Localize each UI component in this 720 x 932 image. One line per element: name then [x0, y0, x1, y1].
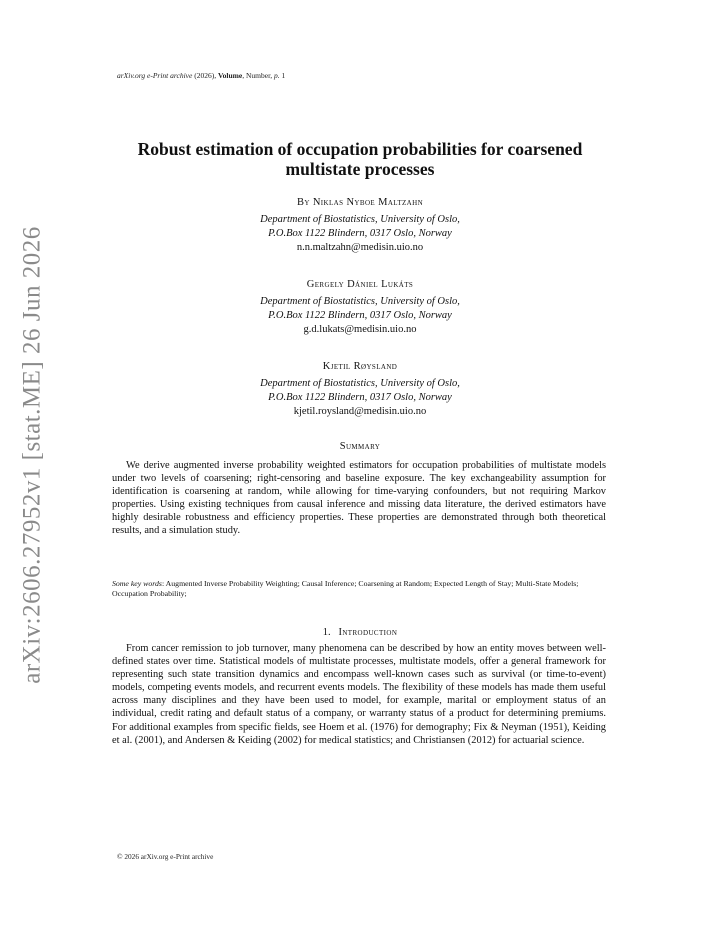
author-email: kjetil.roysland@medisin.uio.no	[293, 406, 427, 417]
author-address: P.O.Box 1122 Blindern, 0317 Oslo, Norway	[268, 228, 452, 239]
author-email: n.n.maltzahn@medisin.uio.no	[296, 242, 424, 253]
author-block-3	[160, 360, 560, 419]
paper-title: Robust estimation of occupation probabilities for coarsened multistate processes	[137, 139, 583, 179]
key-words-label: Some key words	[112, 579, 162, 588]
introduction-paragraph: From cancer remission to job turnover, many phenomena can be described by how an entity moves between well-defined states over time. Statistical models of multistate processes, multistate models, offer a general framework for representing such state transition dynamics and encompass well-known cases such as survival (or time-to-event) models, competing events models, and recurrent events models. The flexibility of these models has made them useful across many disciplines and they have been used to model, for example, marital or employment status of an individual, credit rating and default status of a company, or warranty status of a product for determining premiums. For additional examples from specific fields, see Hoem et al. (1976) for demography; Fix & Neyman (1951), Keiding et al. (2001), and Andersen & Keiding (2002) for medical statistics; and Christiansen (2012) for actuarial science.	[112, 643, 606, 746]
summary-heading: Summary	[339, 441, 381, 452]
section-title: Introduction	[338, 627, 398, 638]
author-email: g.d.lukats@medisin.uio.no	[303, 324, 417, 335]
author-affiliation: Department of Biostatistics, University of Oslo,	[260, 296, 460, 307]
section-number: 1.	[322, 627, 331, 638]
author-name: Gergely Dániel Lukáts	[306, 279, 414, 290]
author-address: P.O.Box 1122 Blindern, 0317 Oslo, Norway	[268, 392, 452, 403]
author-affiliation: Department of Biostatistics, University of Oslo,	[260, 214, 460, 225]
running-head-year: (2026),	[194, 71, 217, 80]
key-words	[112, 579, 606, 599]
running-head-volume: Volume	[217, 71, 243, 80]
running-head-journal: arXiv.org e-Print archive	[117, 71, 193, 80]
running-head-number: , Number,	[242, 71, 275, 80]
copyright-footer: © 2026 arXiv.org e-Print archive	[117, 852, 214, 861]
author-name: By Niklas Nyboe Maltzahn	[296, 197, 424, 208]
summary-text: We derive augmented inverse probability weighted estimators for occupation probabilities of multistate models under two levels of coarsening; right-censoring and baseline exposure. The key exchangeability assumption for identification is coarsening at random, while allowing for time-varying confounders, but not requiring Markov properties. Using existing techniques from causal inference and missing data literature, the derived estimators have highly desirable robustness and efficiency properties. These properties are demonstrated through both theoretical results, and a simulation study.	[112, 460, 606, 537]
arxiv-identifier-stamp	[18, 226, 48, 684]
section-heading-introduction	[110, 627, 610, 638]
running-head-page-number: 1	[279, 71, 286, 80]
author-block-1	[160, 196, 560, 255]
author-address: P.O.Box 1122 Blindern, 0317 Oslo, Norway	[268, 310, 452, 321]
running-head	[117, 71, 285, 80]
key-words-list: : Augmented Inverse Probability Weighting; Causal Inference; Coarsening at Random; Expected Length of Stay; Multi-State Models; Occupation Probability;	[112, 579, 579, 598]
running-head-page-label: p.	[274, 71, 280, 80]
author-name: Kjetil Røysland	[322, 361, 398, 372]
author-affiliation: Department of Biostatistics, University of Oslo,	[260, 378, 460, 389]
author-block-2	[160, 278, 560, 337]
arxiv-identifier-text: arXiv:2606.27952v1 [stat.ME] 26 Jun 2026	[19, 226, 46, 684]
